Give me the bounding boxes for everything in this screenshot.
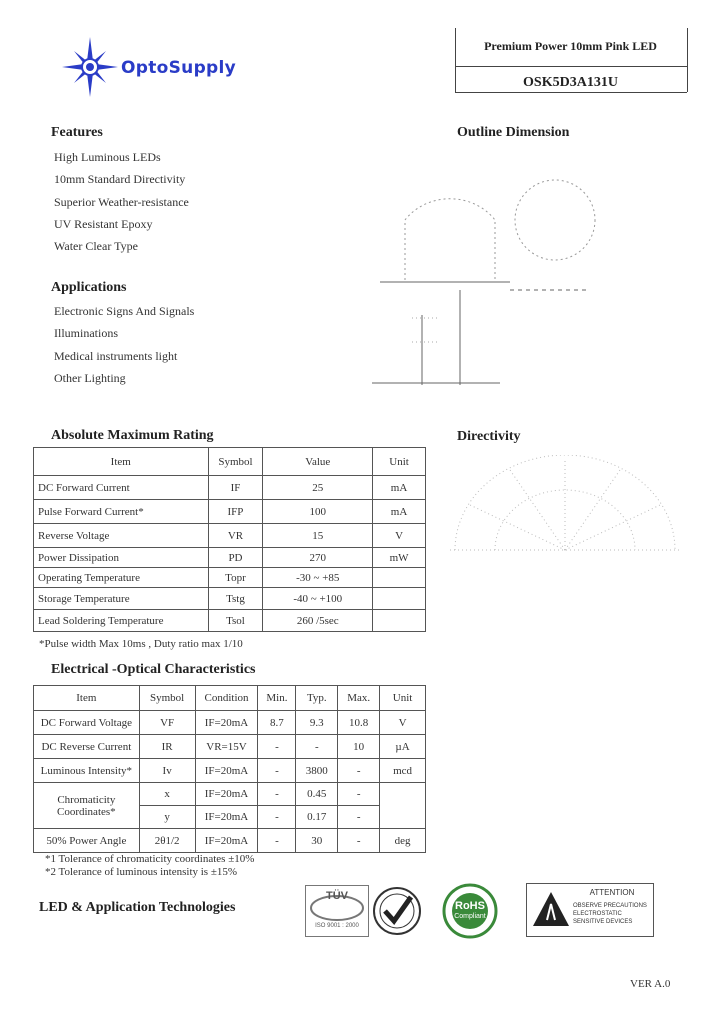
eo-note-2: *2 Tolerance of luminous intensity is ±15%: [45, 866, 238, 878]
list-item: 10mm Standard Directivity: [54, 172, 186, 187]
rohs-label: RoHS: [455, 900, 485, 912]
symbol-cell: Tstg: [208, 588, 263, 610]
max-cell: -: [338, 829, 380, 853]
condition-cell: VR=15V: [195, 735, 258, 759]
attention-line: ELECTROSTATIC: [573, 911, 622, 917]
symbol-cell: Iv: [139, 759, 195, 783]
symbol-cell: y: [139, 806, 195, 829]
chromaticity-label-line: Coordinates*: [57, 805, 116, 818]
list-item: Other Lighting: [54, 370, 126, 385]
column-header: Value: [263, 448, 373, 476]
tuv-label: TÜV: [326, 890, 348, 902]
table-row: [34, 829, 426, 853]
item-cell: 50% Power Angle: [34, 829, 140, 853]
table-row: [34, 524, 426, 548]
typ-cell: 30: [296, 829, 338, 853]
min-cell: -: [258, 735, 296, 759]
typ-cell: 0.17: [296, 806, 338, 829]
unit-cell: mA: [373, 500, 426, 524]
table-row: [34, 500, 426, 524]
directivity-heading: Directivity: [457, 429, 521, 444]
abs-max-note: *Pulse width Max 10ms , Duty ratio max 1/10: [39, 638, 243, 650]
condition-cell: IF=20mA: [195, 829, 258, 853]
unit-cell: [373, 568, 426, 588]
item-cell: DC Forward Current: [34, 476, 209, 500]
value-cell: -40 ~ +100: [263, 588, 373, 610]
item-cell: DC Reverse Current: [34, 735, 140, 759]
esd-attention-badge: [526, 883, 654, 937]
features-list: [54, 146, 189, 257]
table-row: [34, 588, 426, 610]
symbol-cell: IF: [208, 476, 263, 500]
unit-cell: mA: [373, 476, 426, 500]
unit-cell: V: [380, 711, 426, 735]
list-item: Medical instruments light: [54, 348, 178, 363]
eo-heading: Electrical -Optical Characteristics: [51, 662, 256, 677]
typ-cell: 9.3: [296, 711, 338, 735]
symbol-cell: PD: [208, 548, 263, 568]
column-header: Item: [34, 686, 140, 711]
max-cell: -: [338, 783, 380, 806]
applications-list: [54, 300, 194, 389]
symbol-cell: VF: [139, 711, 195, 735]
symbol-cell: 2θ1/2: [139, 829, 195, 853]
list-item: Superior Weather-resistance: [54, 194, 189, 209]
applications-heading: Applications: [51, 280, 127, 295]
item-cell: Pulse Forward Current*: [34, 500, 209, 524]
column-header: Min.: [258, 686, 296, 711]
attention-line: SENSITIVE DEVICES: [573, 919, 633, 925]
chromaticity-label: [34, 783, 140, 829]
table-row: [34, 783, 426, 806]
condition-cell: IF=20mA: [195, 783, 258, 806]
max-cell: 10.8: [338, 711, 380, 735]
table-row: [34, 548, 426, 568]
value-cell: 100: [263, 500, 373, 524]
eo-table: [33, 685, 426, 853]
symbol-cell: IR: [139, 735, 195, 759]
list-item: Illuminations: [54, 326, 118, 341]
rohs-badge: [435, 883, 505, 939]
value-cell: -30 ~ +85: [263, 568, 373, 588]
min-cell: -: [258, 829, 296, 853]
features-heading: Features: [51, 125, 103, 140]
column-header: Item: [34, 448, 209, 476]
attention-text: [573, 902, 647, 926]
table-header-row: [34, 686, 426, 711]
company-tagline: LED & Application Technologies: [39, 900, 236, 915]
unit-cell: V: [373, 524, 426, 548]
condition-cell: IF=20mA: [195, 711, 258, 735]
max-cell: 10: [338, 735, 380, 759]
min-cell: -: [258, 806, 296, 829]
list-item: Water Clear Type: [54, 239, 138, 254]
symbol-cell: Tsol: [208, 610, 263, 632]
value-cell: 260 /5sec: [263, 610, 373, 632]
brand-name: OptoSupply: [121, 58, 237, 78]
unit-cell: [380, 783, 426, 829]
value-cell: 25: [263, 476, 373, 500]
header-divider: [455, 66, 687, 67]
item-cell: Reverse Voltage: [34, 524, 209, 548]
abs-max-heading: Absolute Maximum Rating: [51, 428, 214, 443]
table-row: [34, 610, 426, 632]
rohs-sub-label: Compliant: [454, 913, 486, 920]
attention-title: ATTENTION: [589, 888, 635, 897]
table-row: [34, 735, 426, 759]
iso-label: ISO 9001 : 2000: [315, 923, 359, 929]
column-header: Symbol: [208, 448, 263, 476]
item-cell: DC Forward Voltage: [34, 711, 140, 735]
symbol-cell: Topr: [208, 568, 263, 588]
list-item: Electronic Signs And Signals: [54, 304, 195, 318]
item-cell: Storage Temperature: [34, 588, 209, 610]
typ-cell: 3800: [296, 759, 338, 783]
min-cell: -: [258, 783, 296, 806]
column-header: Condition: [195, 686, 258, 711]
max-cell: -: [338, 806, 380, 829]
unit-cell: µA: [380, 735, 426, 759]
list-item: UV Resistant Epoxy: [54, 216, 153, 231]
product-title: Premium Power 10mm Pink LED: [484, 39, 657, 53]
symbol-cell: x: [139, 783, 195, 806]
min-cell: -: [258, 759, 296, 783]
max-cell: -: [338, 759, 380, 783]
eo-note-1: *1 Tolerance of chromaticity coordinates ±10%: [45, 853, 255, 865]
unit-cell: [373, 610, 426, 632]
table-row: [34, 568, 426, 588]
column-header: Max.: [338, 686, 380, 711]
abs-max-table: [33, 447, 426, 632]
part-number: OSK5D3A131U: [523, 75, 618, 90]
list-item: High Luminous LEDs: [54, 150, 161, 164]
symbol-cell: VR: [208, 524, 263, 548]
version-label: VER A.0: [630, 978, 671, 990]
min-cell: 8.7: [258, 711, 296, 735]
unit-cell: mcd: [380, 759, 426, 783]
item-cell: Luminous Intensity*: [34, 759, 140, 783]
tuv-badge: [305, 885, 369, 937]
item-cell: Power Dissipation: [34, 548, 209, 568]
column-header: Typ.: [296, 686, 338, 711]
condition-cell: IF=20mA: [195, 759, 258, 783]
item-cell: Operating Temperature: [34, 568, 209, 588]
unit-cell: [373, 588, 426, 610]
column-header: Unit: [380, 686, 426, 711]
attention-line: OBSERVE PRECAUTIONS: [573, 903, 647, 909]
table-row: [34, 476, 426, 500]
value-cell: 270: [263, 548, 373, 568]
outline-drawing: [360, 150, 690, 400]
symbol-cell: IFP: [208, 500, 263, 524]
esd-warning-icon: [531, 890, 571, 930]
table-row: [34, 711, 426, 735]
typ-cell: 0.45: [296, 783, 338, 806]
unit-cell: mW: [373, 548, 426, 568]
header-bottom-rule: [455, 92, 687, 93]
table-row: [34, 759, 426, 783]
column-header: Symbol: [139, 686, 195, 711]
value-cell: 15: [263, 524, 373, 548]
condition-cell: IF=20mA: [195, 806, 258, 829]
item-cell: Lead Soldering Temperature: [34, 610, 209, 632]
unit-cell: deg: [380, 829, 426, 853]
outline-heading: Outline Dimension: [457, 125, 570, 140]
typ-cell: -: [296, 735, 338, 759]
table-header-row: [34, 448, 426, 476]
directivity-chart: [440, 455, 690, 580]
compliance-check-icon: [371, 885, 423, 937]
chromaticity-label-line: Chromaticity: [57, 793, 116, 806]
column-header: Unit: [373, 448, 426, 476]
